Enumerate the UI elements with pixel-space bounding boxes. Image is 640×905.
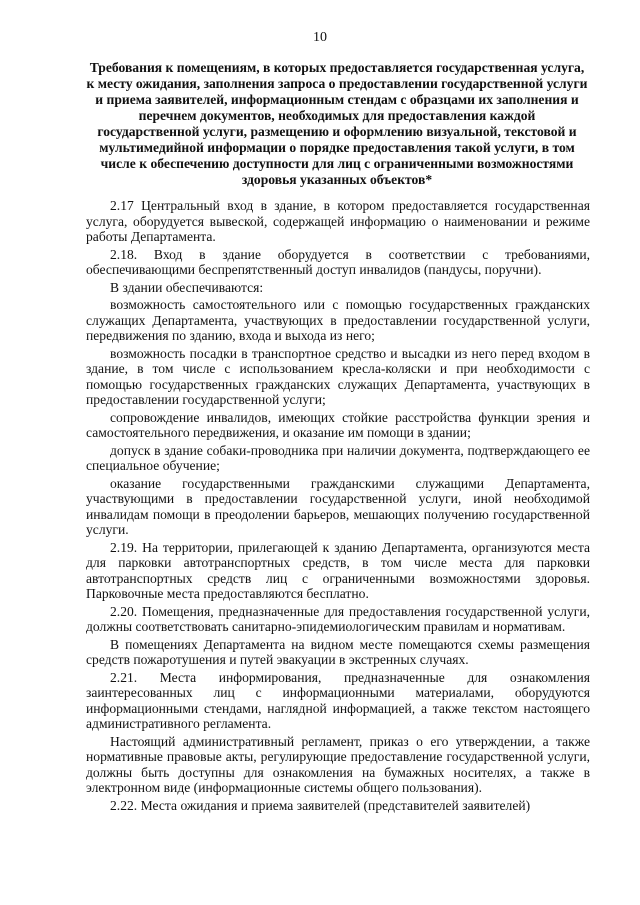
list-item: допуск в здание собаки-проводника при наличии документа, подтверждающего ее специальное обучение; <box>86 442 590 473</box>
body-text <box>86 198 590 815</box>
paragraph-2-18: 2.18. Вход в здание оборудуется в соответствии с требованиями, обеспечивающими беспрепятственный доступ инвалидов (пандусы, поручни). <box>86 246 590 277</box>
list-item: оказание государственными гражданскими служащими Департамента, участвующими в предоставлении государственной услуги, иной необходимой инвалидам помощи в преодолении барьеров, мешающих получению государственной услуги. <box>86 475 590 537</box>
section-heading: Требования к помещениям, в которых предоставляется государственная услуга, к месту ожидания, заполнения запроса о предоставлении государственной услуги и приема заявителей, информационным стендам с образцами их заполнения и перечнем документов, необходимых для предоставления каждой государственной услуги, размещению и оформлению визуальной, текстовой и мультимедийной информации о порядке предоставления такой услуги, в том числе к обеспечению доступности для лиц с ограниченными возможностями здоровья указанных объектов* <box>86 60 588 187</box>
list-item: возможность посадки в транспортное средство и высадки из него перед входом в здание, в том числе с использованием кресла-коляски и при необходимости с помощью государственных гражданских служащих Департамента, участвующих в предоставлении государственной услуги; <box>86 345 590 407</box>
paragraph-2-17: 2.17 Центральный вход в здание, в котором предоставляется государственная услуга, оборудуется вывеской, содержащей информацию о наименовании и режиме работы Департамента. <box>86 198 590 244</box>
page-number: 10 <box>313 30 327 45</box>
paragraph-2-21: 2.21. Места информирования, предназначенные для ознакомления заинтересованных лиц с информационными материалами, оборудуются информационными стендами, наглядной информацией, а также текстом настоящего административного регламента. <box>86 669 590 731</box>
list-item: сопровождение инвалидов, имеющих стойкие расстройства функции зрения и самостоятельного передвижения, и оказание им помощи в здании; <box>86 409 590 440</box>
list-item: возможность самостоятельного или с помощью государственных гражданских служащих Департамента, участвующих в предоставлении государственной услуги, передвижения по зданию, входа и выхода из него; <box>86 297 590 343</box>
paragraph-2-19: 2.19. На территории, прилегающей к зданию Департамента, организуются места для парковки автотранспортных средств, в том числе места для парковки автотранспортных средств лиц с ограниченными возможностями здоровья. Парковочные места предоставляются бесплатно. <box>86 539 590 601</box>
paragraph-2-22: 2.22. Места ожидания и приема заявителей (представителей заявителей) <box>110 797 531 813</box>
paragraph-regulation-access: Настоящий административный регламент, приказ о его утверждении, а также нормативные правовые акты, регулирующие предоставление государственной услуги, должны быть доступны для ознакомления на бумажных носителях, а также в электронном виде (информационные системы общего пользования). <box>86 733 590 795</box>
paragraph-evacuation: В помещениях Департамента на видном месте помещаются схемы размещения средств пожаротушения и путей эвакуации в экстренных случаях. <box>86 636 590 667</box>
paragraph-building-provides: В здании обеспечиваются: <box>110 279 264 295</box>
paragraph-2-20: 2.20. Помещения, предназначенные для предоставления государственной услуги, должны соответствовать санитарно-эпидемиологическим правилам и нормативам. <box>86 603 590 634</box>
